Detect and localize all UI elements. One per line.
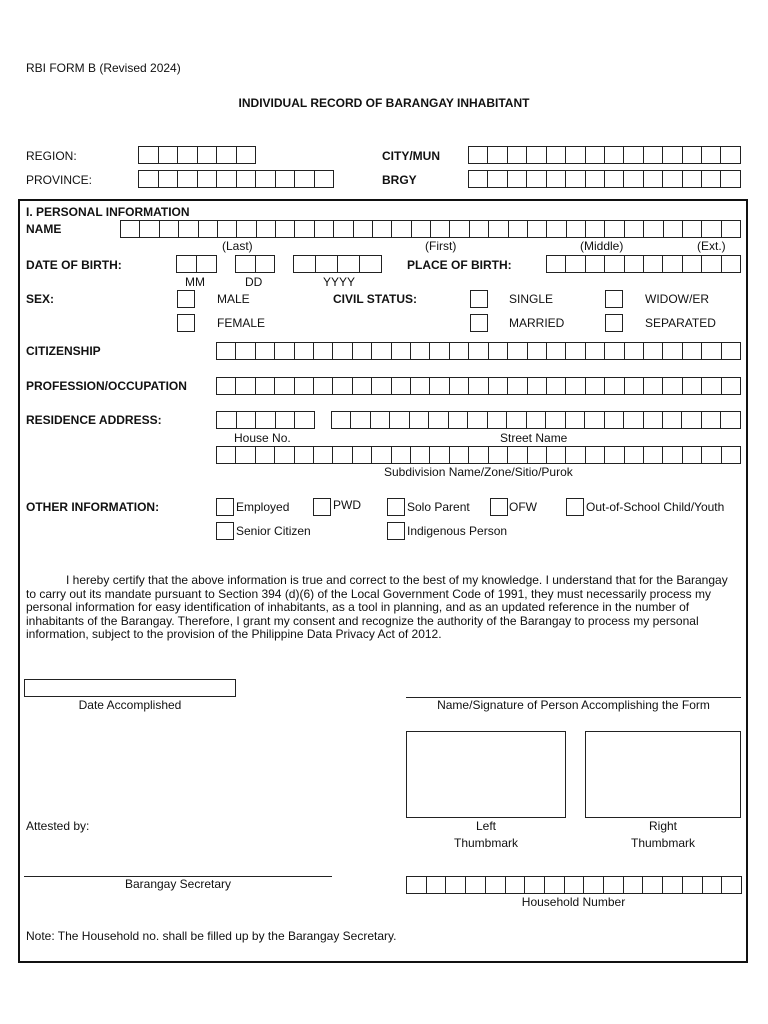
character-box[interactable]	[703, 876, 723, 894]
character-box[interactable]	[663, 377, 682, 395]
ext-caption: (Ext.)	[697, 239, 726, 253]
character-box[interactable]	[237, 170, 257, 188]
subdivision-field[interactable]	[216, 446, 741, 464]
character-box[interactable]	[333, 377, 352, 395]
character-box[interactable]	[469, 170, 488, 188]
character-box[interactable]	[547, 220, 566, 238]
character-box[interactable]	[702, 446, 721, 464]
city-field[interactable]	[468, 146, 741, 164]
character-box[interactable]	[528, 342, 547, 360]
character-box[interactable]	[275, 377, 294, 395]
character-box[interactable]	[314, 377, 333, 395]
character-box[interactable]	[683, 255, 702, 273]
character-box[interactable]	[722, 342, 741, 360]
character-box[interactable]	[547, 255, 566, 273]
character-box[interactable]	[605, 342, 624, 360]
character-box[interactable]	[565, 876, 585, 894]
character-box[interactable]	[586, 255, 605, 273]
right-thumbmark-caption: Thumbmark	[630, 836, 695, 850]
character-box[interactable]	[217, 146, 237, 164]
widow-label: WIDOW/ER	[645, 292, 709, 306]
character-box[interactable]	[256, 411, 276, 429]
character-box[interactable]	[702, 170, 721, 188]
street-caption: Street Name	[500, 431, 568, 445]
character-box[interactable]	[411, 342, 430, 360]
character-box[interactable]	[178, 146, 198, 164]
male-checkbox[interactable]	[177, 290, 195, 308]
name-label: NAME	[26, 222, 62, 236]
osy-label: Out-of-School Child/Youth	[586, 500, 725, 514]
character-box[interactable]	[372, 446, 391, 464]
character-box[interactable]	[354, 220, 373, 238]
character-box[interactable]	[237, 220, 256, 238]
character-box[interactable]	[528, 220, 547, 238]
character-box[interactable]	[584, 876, 604, 894]
character-box[interactable]	[407, 876, 427, 894]
attested-label: Attested by:	[26, 819, 90, 833]
character-box[interactable]	[217, 342, 236, 360]
character-box[interactable]	[683, 377, 702, 395]
residence-label: RESIDENCE ADDRESS:	[26, 413, 162, 427]
character-box[interactable]	[469, 342, 488, 360]
character-box[interactable]	[488, 170, 507, 188]
character-box[interactable]	[567, 220, 586, 238]
secretary-caption: Barangay Secretary	[124, 877, 232, 891]
character-box[interactable]	[139, 146, 159, 164]
character-box[interactable]	[217, 170, 237, 188]
house-no-caption: House No.	[234, 431, 291, 445]
character-box[interactable]	[546, 411, 565, 429]
character-box[interactable]	[179, 220, 198, 238]
senior-checkbox[interactable]	[216, 522, 234, 540]
character-box[interactable]	[256, 255, 276, 273]
character-box[interactable]	[643, 876, 663, 894]
character-box[interactable]	[644, 411, 663, 429]
region-label: REGION:	[26, 149, 77, 163]
character-box[interactable]	[295, 170, 315, 188]
dd-caption: DD	[245, 275, 263, 289]
character-box[interactable]	[702, 377, 721, 395]
character-box[interactable]	[663, 146, 682, 164]
character-box[interactable]	[605, 170, 624, 188]
character-box[interactable]	[663, 876, 683, 894]
character-box[interactable]	[411, 446, 430, 464]
character-box[interactable]	[276, 220, 295, 238]
character-box[interactable]	[702, 411, 721, 429]
character-box[interactable]	[624, 876, 644, 894]
solo-parent-checkbox[interactable]	[387, 498, 405, 516]
single-label: SINGLE	[509, 292, 554, 306]
city-label: CITY/MUN	[382, 149, 440, 163]
character-box[interactable]	[682, 411, 701, 429]
character-box[interactable]	[604, 876, 624, 894]
female-checkbox[interactable]	[177, 314, 195, 332]
character-box[interactable]	[315, 170, 335, 188]
character-box[interactable]	[507, 411, 526, 429]
province-label: PROVINCE:	[26, 173, 93, 187]
character-box[interactable]	[508, 342, 527, 360]
character-box[interactable]	[197, 255, 217, 273]
character-box[interactable]	[314, 342, 333, 360]
character-box[interactable]	[644, 446, 663, 464]
character-box[interactable]	[721, 411, 740, 429]
first-caption: (First)	[425, 239, 457, 253]
character-box[interactable]	[508, 170, 527, 188]
character-box[interactable]	[295, 220, 314, 238]
region-field[interactable]	[138, 146, 256, 164]
character-box[interactable]	[625, 220, 644, 238]
character-box[interactable]	[218, 220, 237, 238]
character-box[interactable]	[338, 255, 360, 273]
character-box[interactable]	[360, 255, 382, 273]
character-box[interactable]	[625, 342, 644, 360]
character-box[interactable]	[605, 377, 624, 395]
character-box[interactable]	[275, 446, 294, 464]
character-box[interactable]	[683, 146, 702, 164]
character-box[interactable]	[586, 170, 605, 188]
character-box[interactable]	[624, 411, 643, 429]
character-box[interactable]	[644, 170, 663, 188]
sex-label: SEX:	[26, 292, 55, 306]
character-box[interactable]	[586, 342, 605, 360]
character-box[interactable]	[392, 342, 411, 360]
section-title: I. PERSONAL INFORMATION	[26, 205, 190, 219]
character-box[interactable]	[625, 377, 644, 395]
character-box[interactable]	[663, 411, 682, 429]
yyyy-caption: YYYY	[323, 275, 356, 289]
widow-checkbox[interactable]	[605, 290, 623, 308]
character-box[interactable]	[605, 411, 624, 429]
character-box[interactable]	[159, 170, 179, 188]
character-box[interactable]	[372, 377, 391, 395]
separated-label: SEPARATED	[645, 316, 716, 330]
middle-caption: (Middle)	[580, 239, 624, 253]
character-box[interactable]	[411, 377, 430, 395]
character-box[interactable]	[450, 342, 469, 360]
married-checkbox[interactable]	[470, 314, 488, 332]
household-number-field[interactable]	[406, 876, 742, 894]
character-box[interactable]	[605, 146, 624, 164]
character-box[interactable]	[353, 377, 372, 395]
character-box[interactable]	[547, 446, 566, 464]
male-label: MALE	[217, 292, 250, 306]
female-label: FEMALE	[217, 316, 266, 330]
character-box[interactable]	[683, 446, 702, 464]
character-box[interactable]	[199, 220, 218, 238]
character-box[interactable]	[316, 255, 338, 273]
character-box[interactable]	[236, 342, 255, 360]
character-box[interactable]	[198, 146, 218, 164]
character-box[interactable]	[237, 146, 257, 164]
character-box[interactable]	[140, 220, 159, 238]
character-box[interactable]	[702, 220, 721, 238]
character-box[interactable]	[545, 876, 565, 894]
character-box[interactable]	[722, 446, 741, 464]
character-box[interactable]	[644, 255, 663, 273]
character-box[interactable]	[295, 411, 315, 429]
character-box[interactable]	[256, 342, 275, 360]
character-box[interactable]	[466, 876, 486, 894]
character-box[interactable]	[566, 170, 585, 188]
character-box[interactable]	[315, 220, 334, 238]
house-no-field[interactable]	[216, 411, 315, 429]
province-field[interactable]	[138, 170, 334, 188]
character-box[interactable]	[431, 220, 450, 238]
brgy-label: BRGY	[382, 173, 417, 187]
character-box[interactable]	[586, 220, 605, 238]
left-caption: Left	[475, 819, 496, 833]
character-box[interactable]	[160, 220, 179, 238]
character-box[interactable]	[256, 446, 275, 464]
character-box[interactable]	[625, 446, 644, 464]
ofw-checkbox[interactable]	[490, 498, 508, 516]
character-box[interactable]	[427, 876, 447, 894]
dob-year-field[interactable]	[293, 255, 382, 273]
character-box[interactable]	[528, 377, 547, 395]
osy-checkbox[interactable]	[566, 498, 584, 516]
character-box[interactable]	[486, 876, 506, 894]
character-box[interactable]	[683, 876, 703, 894]
character-box[interactable]	[294, 255, 316, 273]
character-box[interactable]	[663, 170, 682, 188]
pwd-label: PWD	[333, 498, 361, 512]
character-box[interactable]	[371, 411, 390, 429]
pob-label: PLACE OF BIRTH:	[407, 258, 512, 272]
character-box[interactable]	[644, 377, 663, 395]
character-box[interactable]	[605, 446, 624, 464]
left-thumbmark-box[interactable]	[406, 731, 566, 818]
character-box[interactable]	[527, 170, 546, 188]
employed-label: Employed	[236, 500, 290, 514]
character-box[interactable]	[121, 220, 140, 238]
separated-checkbox[interactable]	[605, 314, 623, 332]
character-box[interactable]	[566, 342, 585, 360]
character-box[interactable]	[276, 170, 296, 188]
character-box[interactable]	[702, 255, 721, 273]
character-box[interactable]	[198, 170, 218, 188]
character-box[interactable]	[489, 377, 508, 395]
character-box[interactable]	[392, 377, 411, 395]
character-box[interactable]	[566, 377, 585, 395]
character-box[interactable]	[508, 446, 527, 464]
certification-text: I hereby certify that the above information is true and correct to the best of my knowledge. I understand that for the Barangay to carry out its mandate pursuant to Section 394 (d)(6) of the Local Government Code of 1991, they must necessarily process my personal information for easy identification of inhabitants, as a tool in planning, and as an updated reference in the number of inhabitants of the Barangay. Therefore, I grant my consent and recognize the authority of the Barangay to process my personal information, subject to the provision of the Philippine Data Privacy Act of 2012.	[26, 573, 728, 641]
character-box[interactable]	[159, 146, 179, 164]
dob-day-field[interactable]	[235, 255, 275, 273]
character-box[interactable]	[353, 342, 372, 360]
character-box[interactable]	[663, 446, 682, 464]
mm-caption: MM	[185, 275, 205, 289]
character-box[interactable]	[373, 220, 392, 238]
character-box[interactable]	[722, 876, 742, 894]
character-box[interactable]	[275, 342, 294, 360]
character-box[interactable]	[489, 342, 508, 360]
character-box[interactable]	[217, 446, 236, 464]
brgy-field[interactable]	[468, 170, 741, 188]
character-box[interactable]	[469, 377, 488, 395]
character-box[interactable]	[410, 411, 429, 429]
employed-checkbox[interactable]	[216, 498, 234, 516]
citizenship-field[interactable]	[216, 342, 741, 360]
character-box[interactable]	[508, 377, 527, 395]
character-box[interactable]	[450, 377, 469, 395]
character-box[interactable]	[392, 220, 411, 238]
character-box[interactable]	[237, 411, 257, 429]
character-box[interactable]	[351, 411, 370, 429]
character-box[interactable]	[683, 342, 702, 360]
character-box[interactable]	[683, 220, 702, 238]
character-box[interactable]	[392, 446, 411, 464]
character-box[interactable]	[585, 411, 604, 429]
character-box[interactable]	[430, 342, 449, 360]
character-box[interactable]	[430, 446, 449, 464]
character-box[interactable]	[257, 220, 276, 238]
date-accomplished-field[interactable]	[24, 679, 236, 697]
character-box[interactable]	[429, 411, 448, 429]
character-box[interactable]	[450, 220, 469, 238]
character-box[interactable]	[256, 170, 276, 188]
character-box[interactable]	[547, 377, 566, 395]
pwd-checkbox[interactable]	[313, 498, 331, 516]
character-box[interactable]	[430, 377, 449, 395]
ofw-label: OFW	[509, 500, 537, 514]
left-thumbmark-caption: Thumbmark	[453, 836, 518, 850]
indigenous-checkbox[interactable]	[387, 522, 405, 540]
character-box[interactable]	[509, 220, 528, 238]
single-checkbox[interactable]	[470, 290, 488, 308]
character-box[interactable]	[468, 411, 487, 429]
character-box[interactable]	[446, 876, 466, 894]
character-box[interactable]	[624, 170, 643, 188]
character-box[interactable]	[489, 446, 508, 464]
character-box[interactable]	[506, 876, 526, 894]
character-box[interactable]	[449, 411, 468, 429]
last-caption: (Last)	[222, 239, 253, 253]
character-box[interactable]	[372, 342, 391, 360]
character-box[interactable]	[256, 377, 275, 395]
date-caption: Date Accomplished	[78, 698, 182, 712]
character-box[interactable]	[314, 446, 333, 464]
other-info-label: OTHER INFORMATION:	[26, 500, 160, 514]
character-box[interactable]	[469, 446, 488, 464]
character-box[interactable]	[644, 342, 663, 360]
civil-status-label: CIVIL STATUS:	[333, 292, 417, 306]
character-box[interactable]	[139, 170, 159, 188]
character-box[interactable]	[217, 411, 237, 429]
character-box[interactable]	[525, 876, 545, 894]
character-box[interactable]	[333, 342, 352, 360]
character-box[interactable]	[332, 411, 351, 429]
household-caption: Household Number	[521, 895, 626, 909]
character-box[interactable]	[625, 255, 644, 273]
character-box[interactable]	[295, 446, 314, 464]
character-box[interactable]	[566, 146, 585, 164]
character-box[interactable]	[605, 255, 624, 273]
character-box[interactable]	[663, 255, 682, 273]
character-box[interactable]	[663, 342, 682, 360]
character-box[interactable]	[488, 146, 507, 164]
character-box[interactable]	[547, 342, 566, 360]
character-box[interactable]	[412, 220, 431, 238]
character-box[interactable]	[528, 446, 547, 464]
character-box[interactable]	[390, 411, 409, 429]
character-box[interactable]	[236, 446, 255, 464]
character-box[interactable]	[334, 220, 353, 238]
character-box[interactable]	[586, 446, 605, 464]
character-box[interactable]	[489, 220, 508, 238]
character-box[interactable]	[217, 377, 236, 395]
character-box[interactable]	[566, 411, 585, 429]
character-box[interactable]	[644, 220, 663, 238]
form-code: RBI FORM B (Revised 2024)	[26, 61, 181, 75]
solo-parent-label: Solo Parent	[407, 500, 470, 514]
character-box[interactable]	[527, 411, 546, 429]
character-box[interactable]	[295, 377, 314, 395]
character-box[interactable]	[236, 255, 256, 273]
profession-label: PROFESSION/OCCUPATION	[26, 379, 187, 393]
character-box[interactable]	[547, 146, 566, 164]
dob-label: DATE OF BIRTH:	[26, 258, 122, 272]
dob-month-field[interactable]	[176, 255, 217, 273]
character-box[interactable]	[566, 255, 585, 273]
character-box[interactable]	[333, 446, 352, 464]
character-box[interactable]	[624, 146, 643, 164]
signature-caption: Name/Signature of Person Accomplishing the Form	[437, 698, 710, 712]
character-box[interactable]	[488, 411, 507, 429]
character-box[interactable]	[566, 446, 585, 464]
senior-label: Senior Citizen	[236, 524, 311, 538]
subdivision-caption: Subdivision Name/Zone/Sitio/Purok	[384, 465, 573, 479]
character-box[interactable]	[276, 411, 296, 429]
character-box[interactable]	[664, 220, 683, 238]
character-box[interactable]	[702, 342, 721, 360]
note-text: Note: The Household no. shall be filled up by the Barangay Secretary.	[26, 929, 397, 943]
character-box[interactable]	[644, 146, 663, 164]
pob-field[interactable]	[546, 255, 741, 273]
character-box[interactable]	[508, 146, 527, 164]
character-box[interactable]	[547, 170, 566, 188]
profession-field[interactable]	[216, 377, 741, 395]
citizenship-label: CITIZENSHIP	[26, 344, 101, 358]
character-box[interactable]	[353, 446, 372, 464]
character-box[interactable]	[450, 446, 469, 464]
character-box[interactable]	[722, 220, 741, 238]
character-box[interactable]	[586, 377, 605, 395]
right-thumbmark-box[interactable]	[585, 731, 741, 818]
character-box[interactable]	[702, 146, 721, 164]
form-title: INDIVIDUAL RECORD OF BARANGAY INHABITANT	[238, 96, 530, 110]
character-box[interactable]	[683, 170, 702, 188]
name-field[interactable]	[120, 220, 741, 238]
character-box[interactable]	[178, 170, 198, 188]
character-box[interactable]	[470, 220, 489, 238]
character-box[interactable]	[177, 255, 197, 273]
character-box[interactable]	[469, 146, 488, 164]
character-box[interactable]	[295, 342, 314, 360]
character-box[interactable]	[722, 255, 741, 273]
character-box[interactable]	[721, 146, 740, 164]
indigenous-label: Indigenous Person	[407, 524, 508, 538]
character-box[interactable]	[236, 377, 255, 395]
character-box[interactable]	[605, 220, 624, 238]
street-field[interactable]	[331, 411, 741, 429]
right-caption: Right	[648, 819, 677, 833]
character-box[interactable]	[586, 146, 605, 164]
character-box[interactable]	[722, 377, 741, 395]
character-box[interactable]	[527, 146, 546, 164]
married-label: MARRIED	[509, 316, 565, 330]
character-box[interactable]	[721, 170, 740, 188]
